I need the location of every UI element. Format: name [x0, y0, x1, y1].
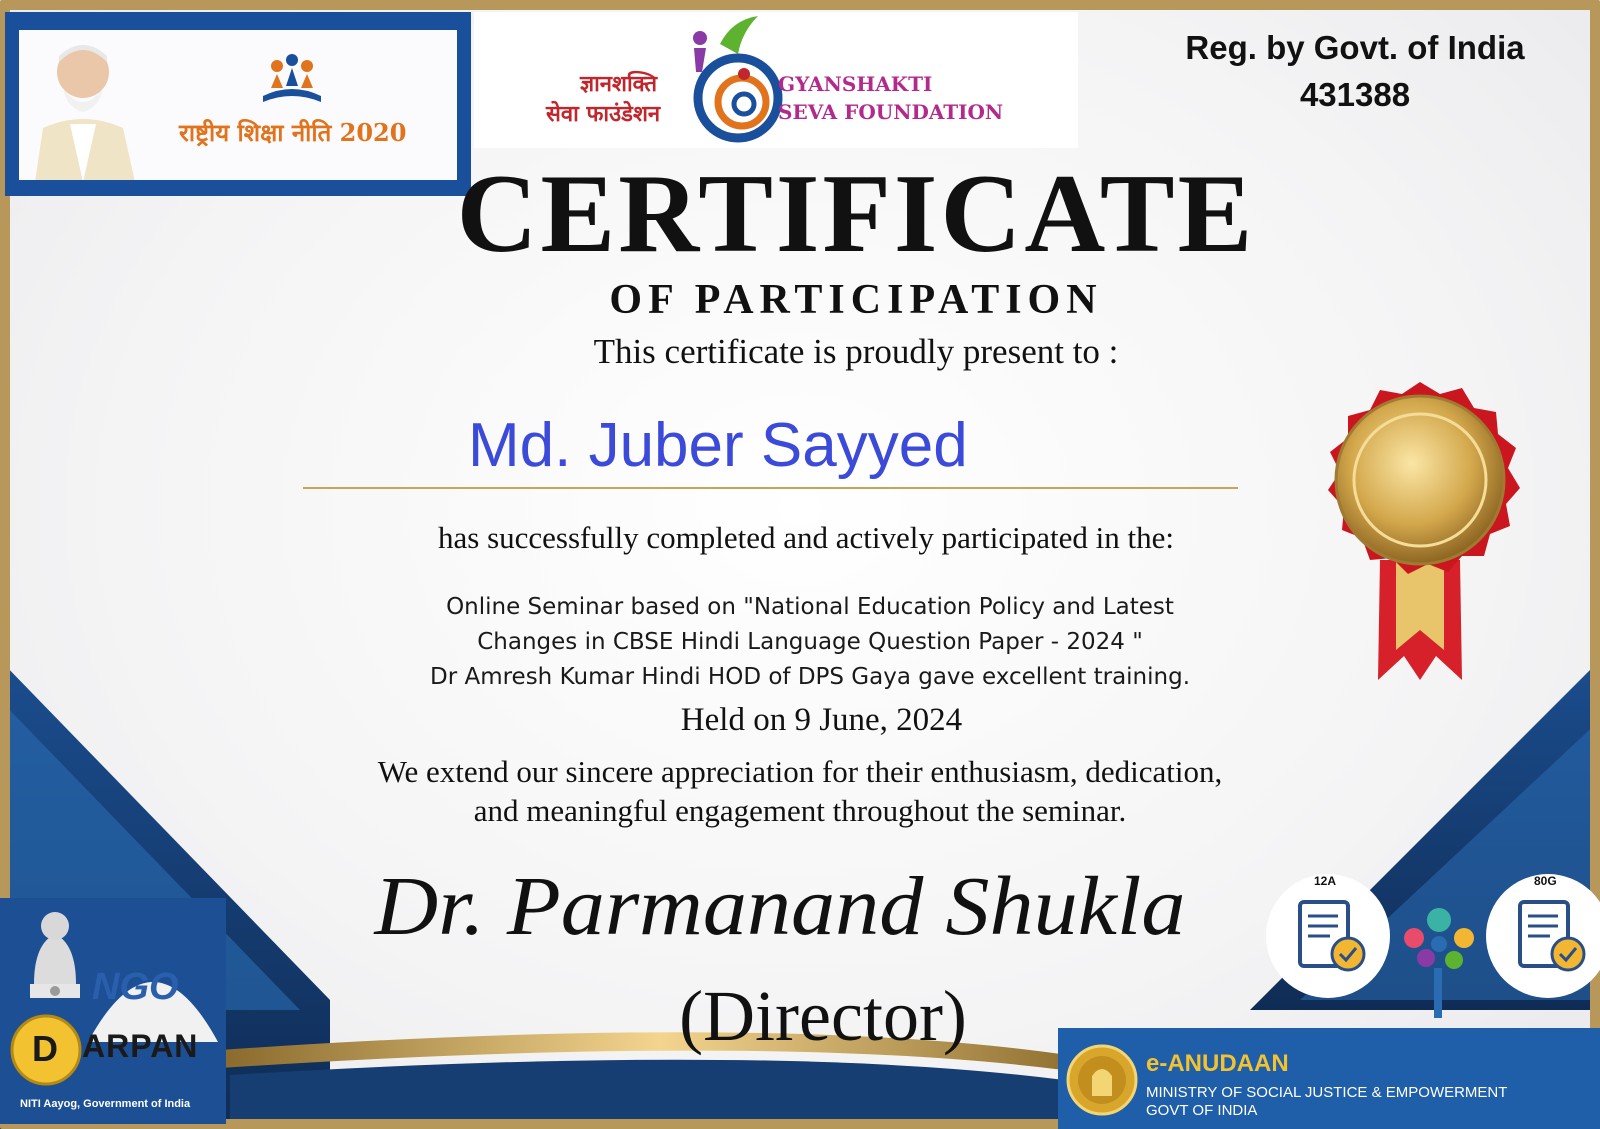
presented-to-text: This certificate is proudly present to :	[593, 332, 1119, 371]
nep-banner-text: राष्ट्रीय शिक्षा नीति 2020	[179, 118, 407, 147]
darpan-text: ARPAN	[82, 1028, 199, 1064]
spiral-emblem-icon	[680, 14, 790, 144]
registration-number: 431388	[1299, 76, 1411, 113]
certificate-subtitle: OF PARTICIPATION	[609, 277, 1103, 323]
foundation-hindi-line2: सेवा फाउंडेशन	[546, 102, 661, 127]
registration-info	[1160, 24, 1550, 118]
foundation-hindi-line1: ज्ञानशक्ति	[580, 72, 658, 97]
appreciation-text	[220, 752, 1380, 830]
darpan-d-letter: D	[32, 1028, 58, 1069]
seminar-description	[300, 590, 1320, 695]
appreciation-line2: and meaningful engagement throughout the seminar.	[473, 793, 1127, 828]
emblem-seal-icon	[1066, 1044, 1138, 1116]
niti-aayog-text: NITI Aayog, Government of India	[20, 1098, 191, 1110]
recipient-name: Md. Juber Sayyed	[468, 411, 968, 480]
completed-text: has successfully completed and actively participated in the:	[438, 520, 1174, 555]
e-anudaan-govt: GOVT OF INDIA	[1146, 1102, 1258, 1119]
e-anudaan-ministry: MINISTRY OF SOCIAL JUSTICE & EMPOWERMENT	[1146, 1084, 1508, 1101]
e-anudaan-banner	[1058, 1028, 1600, 1129]
tree-illustration	[1384, 898, 1494, 1018]
appreciation-line1: We extend our sincere appreciation for their enthusiasm, dedication,	[377, 754, 1223, 789]
ngo-darpan-logo	[0, 898, 226, 1124]
badge-80g-icon	[1484, 872, 1600, 1000]
foundation-logo	[474, 12, 1078, 148]
badge-12a-label: 12A	[1314, 874, 1337, 888]
e-anudaan-title: e-ANUDAAN	[1146, 1050, 1289, 1077]
foundation-english-line1: GYANSHAKTI	[778, 72, 933, 96]
badge-80g-label: 80G	[1534, 874, 1557, 888]
ngo-text: NGO	[92, 966, 179, 1008]
badge-12a-icon	[1264, 872, 1392, 1000]
seminar-line2: Changes in CBSE Hindi Language Question Paper - 2024 "	[477, 629, 1143, 655]
national-emblem-icon	[20, 904, 90, 1014]
held-on-date: Held on 9 June, 2024	[680, 702, 963, 738]
foundation-english-line2: SEVA FOUNDATION	[778, 100, 1004, 124]
recipient-underline	[303, 487, 1238, 489]
director-signature: Dr. Parmanand Shukla	[374, 860, 1186, 953]
seminar-line1: Online Seminar based on "National Education Policy and Latest	[446, 594, 1174, 620]
book-people-logo	[257, 52, 327, 104]
director-role: (Director)	[679, 976, 967, 1056]
certificate-title: CERTIFICATE	[456, 152, 1256, 276]
seminar-line3: Dr Amresh Kumar Hindi HOD of DPS Gaya gave excellent training.	[429, 664, 1191, 690]
gold-medal-icon	[1300, 380, 1540, 690]
registration-line1: Reg. by Govt. of India	[1185, 29, 1525, 66]
